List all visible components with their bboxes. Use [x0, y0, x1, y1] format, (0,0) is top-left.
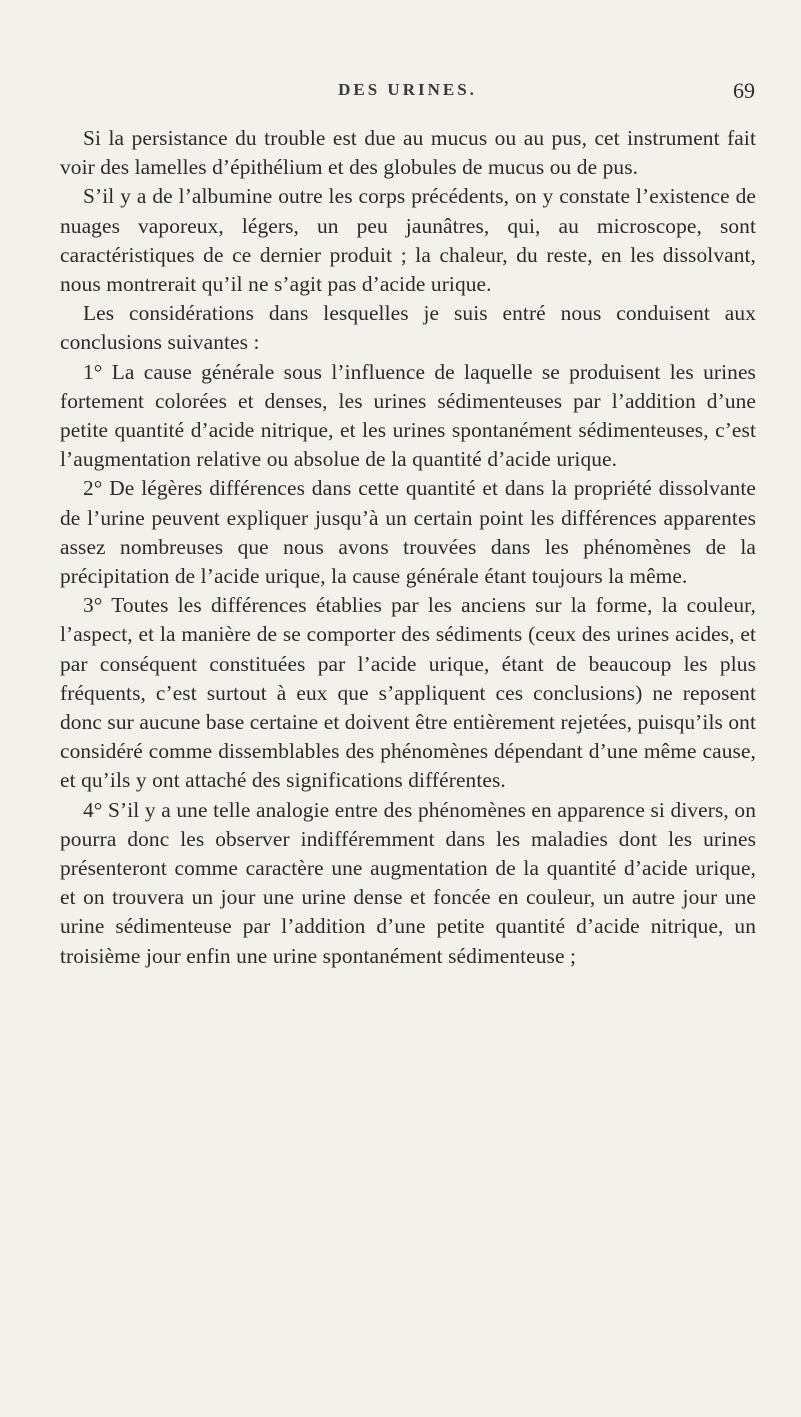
paragraph: 3° Toutes les différences établies par les anciens sur la forme, la couleur, l’aspect, et la manière de se comporter des sédiments (ceux des urines acides, et par conséquent constituées par l’acide urique, étant de beaucoup les plus fréquents, c’est surtout à eux que s’appliquent ces conclusions) ne reposent donc sur aucune base certaine et doivent être entièrement rejetées, puisqu’ils ont considéré comme dissemblables des phénomènes dépendant d’une même cause, et qu’ils y ont attaché des significations différentes.	[60, 593, 756, 793]
paragraph: Si la persistance du trouble est due au mucus ou au pus, cet instrument fait voir des lamelles d’épithélium et des globules de mucus ou de pus.	[60, 126, 756, 180]
body-text	[60, 124, 756, 971]
paragraph: 4° S’il y a une telle analogie entre des phénomènes en apparence si divers, on pourra donc les observer indifféremment dans les maladies dont les urines présenteront comme caractère une augmentation de la quantité d’acide urique, et on trouvera un jour une urine dense et foncée en couleur, un autre jour une urine sédimenteuse par l’addition d’une petite quantité d’acide nitrique, un troisième jour enfin une urine spontanément sédimenteuse ;	[60, 797, 756, 968]
page-header	[60, 80, 755, 110]
paragraph: 2° De légères différences dans cette quantité et dans la propriété dissolvante de l’urine peuvent expliquer jusqu’à un certain point les différences apparentes assez nombreuses que nous avons trouvées dans les phénomènes de la précipitation de l’acide urique, la cause générale étant toujours la même.	[60, 476, 756, 589]
paragraph: 1° La cause générale sous l’influence de laquelle se produisent les urines fortement colorées et denses, les urines sédimenteuses par l’addition d’une petite quantité d’acide nitrique, et les urines spontanément sédimenteuses, c’est l’augmentation relative ou absolue de la quantité d’acide urique.	[60, 359, 756, 472]
paragraph: S’il y a de l’albumine outre les corps précédents, on y constate l’existence de nuages vaporeux, légers, un peu jaunâtres, qui, au microscope, sont caractéristiques de ce dernier produit ; la chaleur, du reste, en les dissolvant, nous montrerait qu’il ne s’agit pas d’acide urique.	[60, 184, 756, 297]
page-number: 69	[733, 78, 755, 103]
paragraph: Les considérations dans lesquelles je suis entré nous conduisent aux conclusions suivantes :	[60, 301, 756, 355]
running-head: DES URINES.	[338, 80, 477, 99]
